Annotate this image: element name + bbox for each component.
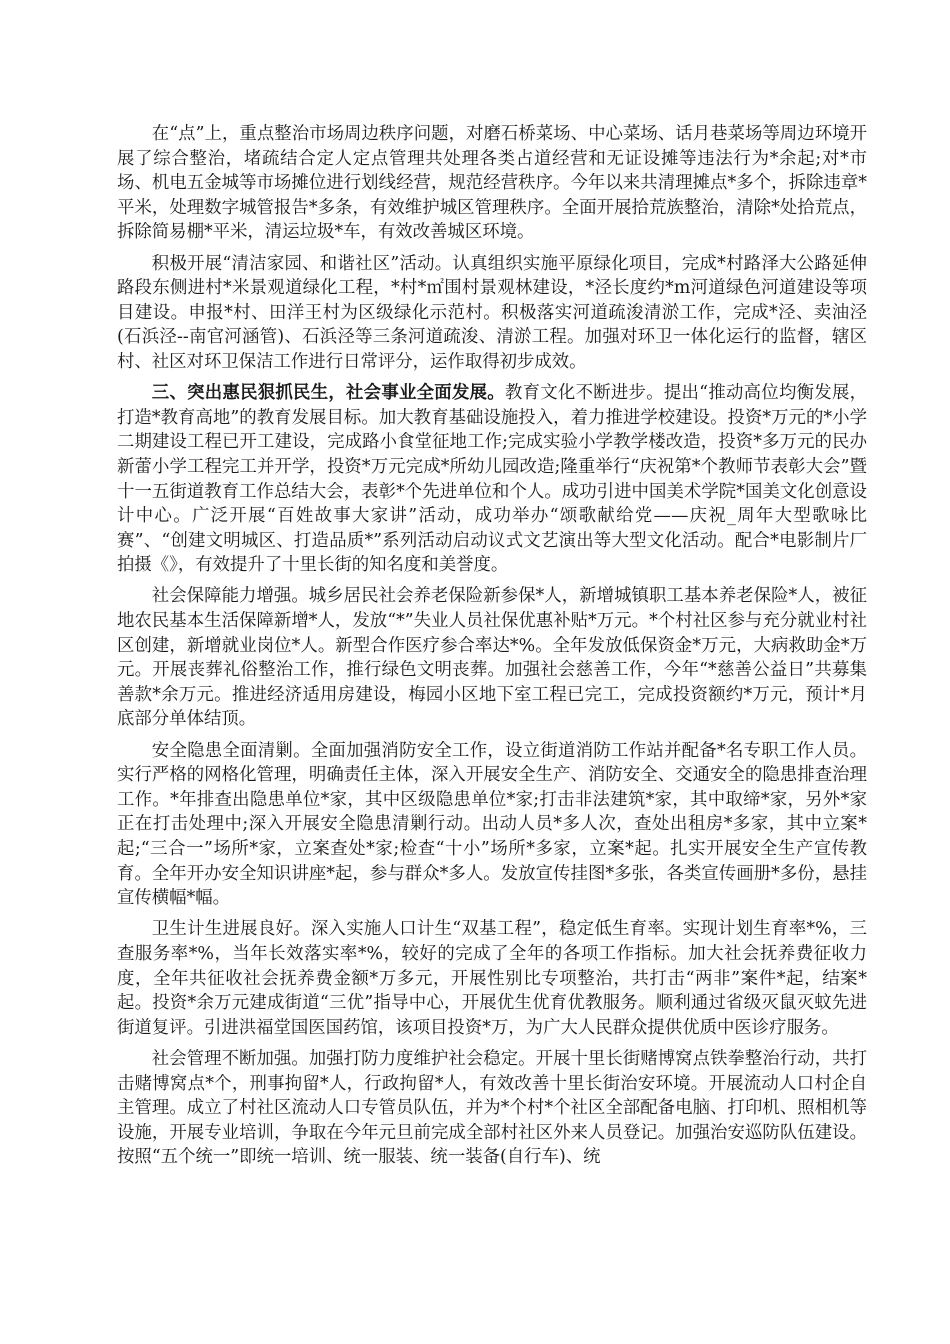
paragraph-text: 社会保障能力增强。城乡居民社会养老保险新参保*人，新增城镇职工基本养老保险*人，被征地农民基本生活保障新增*人，发放“*”失业人员社保优惠补贴*万元。*个村社区参与充分就业村社区创建，新增就业岗位*人。新型合作医疗参合率达*%。全年发放低保资金*万元，大病救助金*万元。开展丧葬礼俗整治工作，推行绿色文明丧葬。加强社会慈善工作，今年“*慈善公益日”共募集善款*余万元。推进经济适用房建设，梅园小区地下室工程已完工，完成投资额约*万元，预计*月底部分单体结顶。: [117, 586, 867, 730]
paragraph-text: 社会管理不断加强。加强打防力度维护社会稳定。开展十里长街赌博窝点铁拳整治行动，共打击赌博窝点*个，刑事拘留*人，行政拘留*人，有效改善十里长街治安环境。开展流动人口村企自主管理。成立了村社区流动人口专管员队伍，并为*个村*个社区全部配备电脑、打印机、照相机等设施，开展专业培训，争取在今年元旦前完成全部村社区外来人员登记。加强治安巡防队伍建设。按照“五个统一”即统一培训、统一服装、统一装备(自行车)、统: [117, 1048, 867, 1168]
paragraph-text: 安全隐患全面清剿。全面加强消防安全工作，设立街道消防工作站并配备*名专职工作人员。实行严格的网格化管理，明确责任主体，深入开展安全生产、消防安全、交通安全的隐患排查治理工作。*年排查出隐患单位*家，其中区级隐患单位*家;打击非法建筑*家，其中取缔*家，另外*家正在打击处理中;深入开展安全隐患清剿行动。出动人员*多人次，查处出租房*多家，其中立案*起;“三合一”场所*家，立案查处*家;检查“十小”场所*多家，立案*起。扎实开展安全生产宣传教育。全年开办安全知识讲座*起，参与群众*多人。发放宣传挂图*多张，各类宣传画册*多份，悬挂宣传横幅*幅。: [117, 740, 867, 909]
paragraph-clean-home: [117, 252, 867, 375]
paragraph-safety-hazards: [117, 739, 867, 911]
paragraph-text: 卫生计生进展良好。深入实施人口计生“双基工程”，稳定低生育率。实现计划生育率*%，三查服务率*%，当年长效落实率*%，较好的完成了全年的各项工作指标。加大社会抚养费征收力度，全年共征收社会抚养费金额*万多元，开展性别比专项整治，共打击“两非”案件*起，结案*起。投资*余万元建成街道“三优”指导中心，开展优生优育优教服务。顺利通过省级灭鼠灭蚊先进街道复评。引进洪福堂国医国药馆，该项目投资*万，为广大人民群众提供优质中医诊疗服务。: [117, 919, 867, 1038]
paragraph-education-culture: [117, 381, 867, 578]
document-body: [117, 122, 867, 1177]
paragraph-social-security: [117, 584, 867, 732]
paragraph-text: 教育文化不断进步。提出“推动高位均衡发展，打造*教育高地”的教育发展目标。加大教育基础设施投入，着力推进学校建设。投资*万元的*小学二期建设工程已开工建设，完成路小食堂征地工作;完成实验小学教学楼改造，投资*多万元的民办新蕾小学工程完工并开学，投资*万元完成*所幼儿园改造;隆重举行“庆祝第*个教师节表彰大会”暨十一五街道教育工作总结大会，表彰*个先进单位和个人。成功引进中国美术学院*国美文化创意设计中心。广泛开展“百姓故事大家讲”活动，成功举办“颂歌献给党——庆祝_周年大型歌咏比赛”、“创建文明城区、打造品质*”系列活动启动议式文艺演出等大型文化活动。配合*电影制片厂拍摄《》，有效提升了十里长街的知名度和美誉度。: [117, 383, 867, 576]
paragraph-social-management: [117, 1047, 867, 1170]
paragraph-market-rectification: [117, 122, 867, 245]
paragraph-text: 积极开展“清洁家园、和谐社区”活动。认真组织实施平原绿化项目，完成*村路泽大公路延伸路段东侧进村*米景观道绿化工程，*村*㎡围村景观林建设，*泾长度约*m河道绿色河道建设等项目建设。申报*村、田洋王村为区级绿化示范村。积极落实河道疏浚清淤工作，完成*泾、卖油泾(石浜泾--南官河涵管)、石浜泾等三条河道疏浚、清淤工程。加强对环卫一体化运行的监督，辖区村、社区对环卫保洁工作进行日常评分，运作取得初步成效。: [117, 253, 867, 372]
paragraph-text: 在“点”上，重点整治市场周边秩序问题，对磨石桥菜场、中心菜场、话月巷菜场等周边环境开展了综合整治，堵疏结合定人定点管理共处理各类占道经营和无证设摊等违法行为*余起;对*市场、机电五金城等市场摊位进行划线经营，规范经营秩序。今年以来共清理摊点*多个，拆除违章*平米，处理数字城管报告*多条，有效维护城区管理秩序。全面开展拾荒族整治，清除*处拾荒点，拆除简易棚*平米，清运垃圾*车，有效改善城区环境。: [117, 124, 867, 243]
paragraph-health-family-planning: [117, 917, 867, 1040]
section-heading: 三、突出惠民狠抓民生，社会事业全面发展。: [151, 383, 505, 404]
